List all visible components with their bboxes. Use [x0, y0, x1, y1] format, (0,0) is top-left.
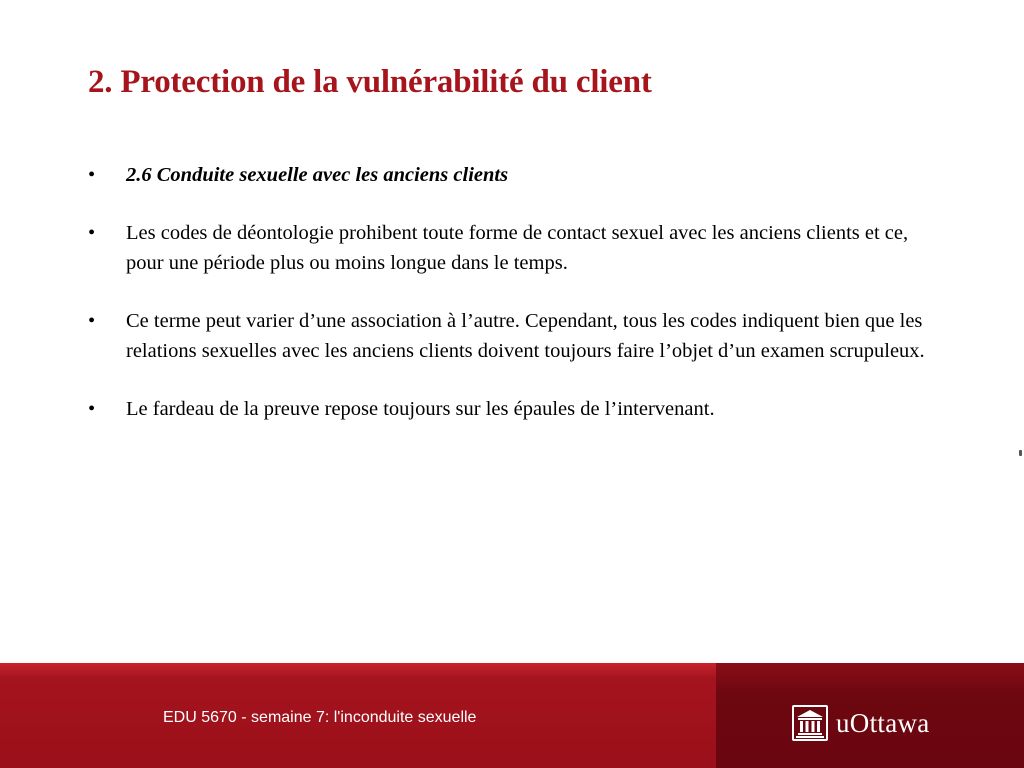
bullet-dot: • — [88, 222, 96, 244]
bullet-item — [88, 394, 928, 424]
bullet-dot: • — [88, 164, 96, 186]
bullet-text: Le fardeau de la preuve repose toujours sur les épaules de l’intervenant. — [126, 398, 715, 420]
bullet-text: 2.6 Conduite sexuelle avec les anciens clients — [126, 164, 509, 186]
bullet-item-subheading — [88, 160, 928, 190]
bullet-list — [88, 160, 928, 452]
bullet-dot: • — [88, 310, 96, 332]
bullet-item — [88, 218, 928, 278]
university-building-icon — [790, 703, 830, 743]
bullet-text: Ce terme peut varier d’une association à l’autre. Cependant, tous les codes indiquent bien que les relations sexuelles avec les anciens clients doivent toujours faire l’objet d’un examen scrupuleux. — [126, 310, 925, 362]
logo-text: uOttawa — [836, 707, 930, 738]
bullet-item — [88, 306, 928, 366]
bullet-dot: • — [88, 398, 96, 420]
course-label: EDU 5670 - semaine 7: l'inconduite sexuelle — [163, 709, 477, 726]
slide-title: 2. Protection de la vulnérabilité du client — [88, 64, 652, 100]
bullet-text: Les codes de déontologie prohibent toute forme de contact sexuel avec les anciens clients et ce, pour une période plus ou moins longue dans le temps. — [126, 222, 909, 274]
footer-band — [0, 663, 1024, 768]
university-logo — [790, 703, 930, 743]
edge-mark — [1019, 450, 1022, 456]
